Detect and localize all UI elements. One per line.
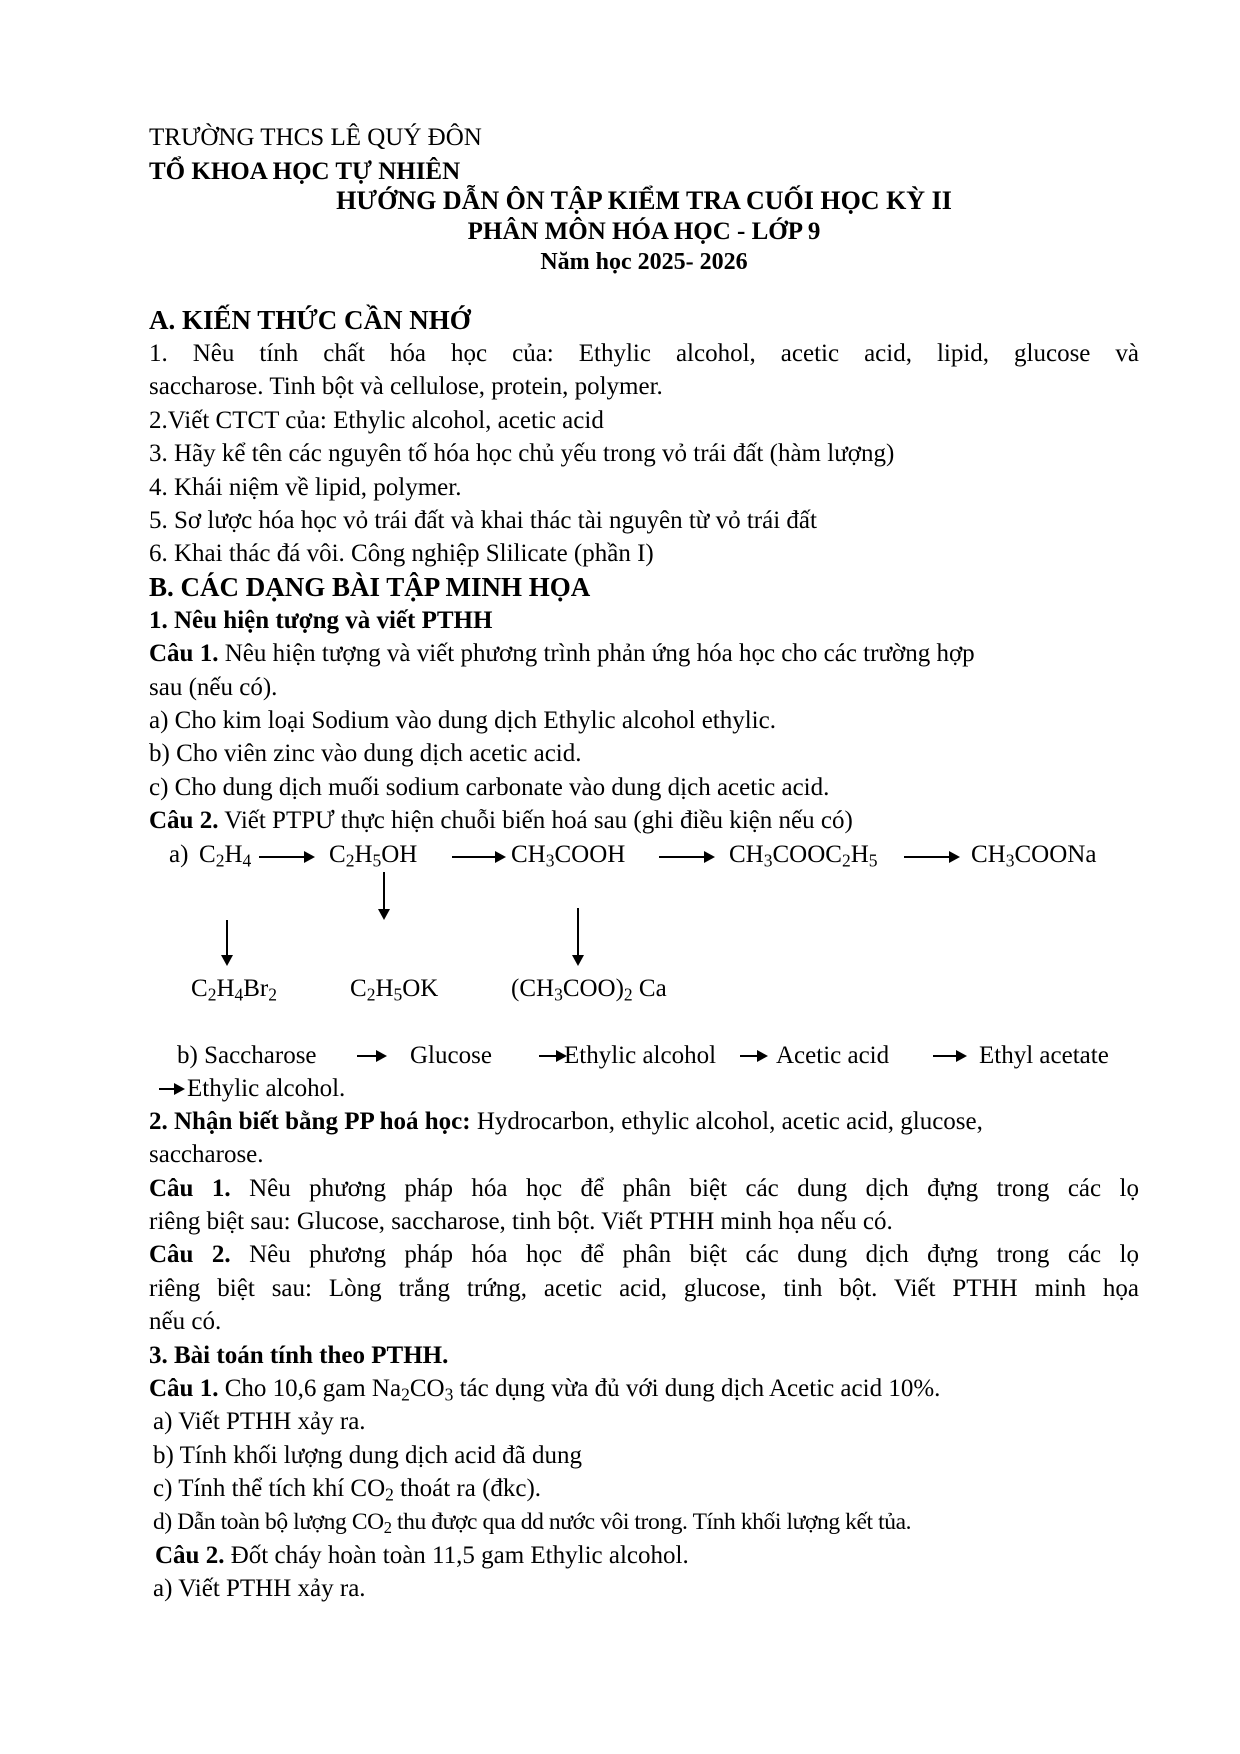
part-2-q2-label: Câu 2.	[149, 1241, 231, 1269]
arrow-down-icon	[226, 920, 228, 964]
part-3-q2-a: a) Viết PTHH xảy ra.	[153, 1575, 366, 1603]
chain-b-item: Ethyl acetate	[979, 1041, 1109, 1069]
school-year: Năm học 2025- 2026	[540, 249, 748, 275]
arrow-right-icon	[259, 856, 313, 858]
part-3-q1-post: tác dụng vừa đủ với dung dịch Acetic acid 10%.	[459, 1374, 941, 1402]
arrow-right-icon	[357, 1055, 385, 1057]
part-1-q1-line-1: Nêu hiện tượng và viết phương trình phản ứng hóa học cho các trường hợp	[218, 640, 975, 668]
chem-c2h5oh: $C_2H_5OH$	[329, 840, 418, 871]
section-a-item-1	[149, 337, 1139, 370]
part-3-q2-text: Đốt cháy hoàn toàn 11,5 gam Ethylic alcohol.	[224, 1541, 689, 1569]
part-1-q1	[149, 637, 1139, 670]
part-2-heading-rest: Hydrocarbon, ethylic alcohol, acetic acid, glucose,	[470, 1107, 983, 1135]
part-1-q1-c: c) Cho dung dịch muối sodium carbonate vào dung dịch acetic acid.	[149, 773, 830, 801]
part-2-q2-line-2	[149, 1272, 1139, 1305]
section-a-item-2: 2.Viết CTCT của: Ethylic alcohol, acetic acid	[149, 406, 604, 434]
part-2-heading-line-2: saccharose.	[149, 1141, 264, 1169]
part-3-q1-c-post: thoát ra (đkc).	[400, 1475, 542, 1503]
part-3-q1-d-post: thu được qua dd nước vôi trong. Tính khối lượng kết tủa.	[391, 1508, 912, 1535]
document-title: HƯỚNG DẪN ÔN TẬP KIỂM TRA CUỐI HỌC KỲ II	[336, 186, 952, 215]
chem-c2h4br2: $C_2H_4Br_2$	[191, 974, 277, 1005]
arrow-right-icon	[740, 1055, 766, 1057]
arrow-right-icon	[159, 1088, 183, 1090]
part-2-q1-label: Câu 1.	[149, 1174, 231, 1202]
part-3-q1-c-pre: c) Tính thể tích khí CO	[153, 1475, 386, 1503]
part-2-heading-bold: 2. Nhận biết bằng PP hoá học:	[149, 1107, 471, 1135]
school-name: TRƯỜNG THCS LÊ QUÝ ĐÔN	[149, 124, 482, 151]
chain-b-item: Glucose	[410, 1041, 492, 1069]
arrow-right-icon	[933, 1055, 965, 1057]
part-1-q2-label: Câu 2.	[149, 807, 219, 835]
part-2-q2	[149, 1238, 1139, 1271]
part-3-q1-c: c) Tính thể tích khí $CO_2$ thoát ra (đkc).	[153, 1475, 542, 1505]
chem-ch3coona: $CH_3COONa$	[971, 840, 1097, 871]
chem-c2h4: $C_2H_4$	[199, 840, 252, 871]
part-1-q1-line-2: sau (nếu có).	[149, 673, 278, 701]
chem-calcium-acetate: $(CH_3COO)_2$ Ca	[511, 974, 667, 1005]
part-3-q1-b: b) Tính khối lượng dung dịch acid đã dung	[153, 1441, 583, 1469]
section-b-heading: B. CÁC DẠNG BÀI TẬP MINH HỌA	[149, 571, 591, 602]
part-3-q1-label: Câu 1.	[149, 1374, 219, 1402]
part-2-q2-line-3: nếu có.	[149, 1308, 222, 1336]
part-1-q2	[149, 804, 1139, 837]
reaction-chain-b-line-2	[149, 1072, 1139, 1105]
arrow-right-icon	[904, 856, 958, 858]
part-2-heading	[149, 1105, 1139, 1138]
chem-ch3cooc2h5: $CH_3COOC_2H_5$	[729, 840, 878, 871]
arrow-right-icon	[659, 856, 713, 858]
chain-b-item: Acetic acid	[776, 1041, 890, 1069]
part-1-q2-text: Viết PTPƯ thực hiện chuỗi biến hoá sau (ghi điều kiện nếu có)	[218, 807, 853, 835]
arrow-right-icon	[452, 856, 504, 858]
part-2-q1-line-1: Nêu phương pháp hóa học để phân biệt các dung dịch đựng trong các lọ	[230, 1174, 1139, 1202]
reaction-scheme-a	[149, 838, 1139, 1039]
section-a-item-3: 3. Hãy kể tên các nguyên tố hóa học chủ yếu trong vỏ trái đất (hàm lượng)	[149, 440, 895, 468]
arrow-right-icon	[539, 1055, 565, 1057]
section-a-heading: A. KIẾN THỨC CẦN NHỚ	[149, 305, 471, 335]
part-1-heading: 1. Nêu hiện tượng và viết PTHH	[149, 606, 493, 634]
document-page	[149, 121, 1139, 1606]
part-1-q1-b: b) Cho viên zinc vào dung dịch acetic acid.	[149, 740, 582, 768]
part-3-q1-d: d) Dẫn toàn bộ lượng $CO_2$ thu được qua dd nước vôi trong. Tính khối lượng kết tủa.	[153, 1508, 912, 1537]
part-3-q1-pre: Cho 10,6 gam Na	[218, 1374, 402, 1402]
section-a-item-1-line-1: 1. Nêu tính chất hóa học của: Ethylic alcohol, acetic acid, lipid, glucose và	[149, 340, 1139, 367]
arrow-down-icon	[383, 872, 385, 918]
section-a-item-1-line-2: saccharose. Tinh bột và cellulose, protein, polymer.	[149, 373, 663, 401]
chain-b-item: Ethylic alcohol.	[187, 1074, 346, 1102]
part-2-q1	[149, 1172, 1139, 1205]
reaction-chain-b	[149, 1039, 1139, 1072]
chain-b-item: Ethylic alcohol	[564, 1041, 717, 1069]
part-1-q1-a: a) Cho kim loại Sodium vào dung dịch Ethylic alcohol ethylic.	[149, 707, 776, 735]
part-3-q1-d-pre: d) Dẫn toàn bộ lượng CO	[153, 1508, 384, 1535]
part-3-q2	[149, 1539, 1139, 1572]
document-subject: PHÂN MÔN HÓA HỌC - LỚP 9	[467, 218, 821, 245]
part-3-q2-label: Câu 2.	[155, 1541, 225, 1569]
arrow-down-icon	[577, 908, 579, 964]
part-2-q2-line-2-text: riêng biệt sau: Lòng trắng trứng, acetic acid, glucose, tinh bột. Viết PTHH minh họa	[149, 1274, 1139, 1302]
chain-b-start: b) Saccharose	[177, 1041, 317, 1069]
chem-c2h5ok: $C_2H_5OK$	[350, 974, 439, 1005]
department-name	[149, 155, 1139, 185]
part-2-q2-line-1: Nêu phương pháp hóa học để phân biệt các dung dịch đựng trong các lọ	[230, 1241, 1139, 1269]
section-a-item-6: 6. Khai thác đá vôi. Công nghiệp Slilicate (phần I)	[149, 540, 654, 568]
part-3-q1-a: a) Viết PTHH xảy ra.	[153, 1408, 366, 1436]
section-a-item-4: 4. Khái niệm về lipid, polymer.	[149, 473, 462, 501]
section-a-item-5: 5. Sơ lược hóa học vỏ trái đất và khai thác tài nguyên từ vỏ trái đất	[149, 507, 817, 535]
part-3-q1: Câu 1. Cho 10,6 gam $Na_2CO_3$ tác dụng vừa đủ với dung dịch Acetic acid 10%.	[149, 1374, 941, 1405]
department-text: TỔ KHOA HỌC TỰ NHIÊN	[149, 158, 461, 185]
part-2-q1-line-2: riêng biệt sau: Glucose, saccharose, tinh bột. Viết PTHH minh họa nếu có.	[149, 1207, 893, 1235]
scheme-a-label: a)	[169, 840, 189, 868]
part-1-q1-label: Câu 1.	[149, 640, 219, 668]
part-3-heading: 3. Bài toán tính theo PTHH.	[149, 1341, 449, 1369]
chem-ch3cooh: $CH_3COOH$	[511, 840, 626, 871]
